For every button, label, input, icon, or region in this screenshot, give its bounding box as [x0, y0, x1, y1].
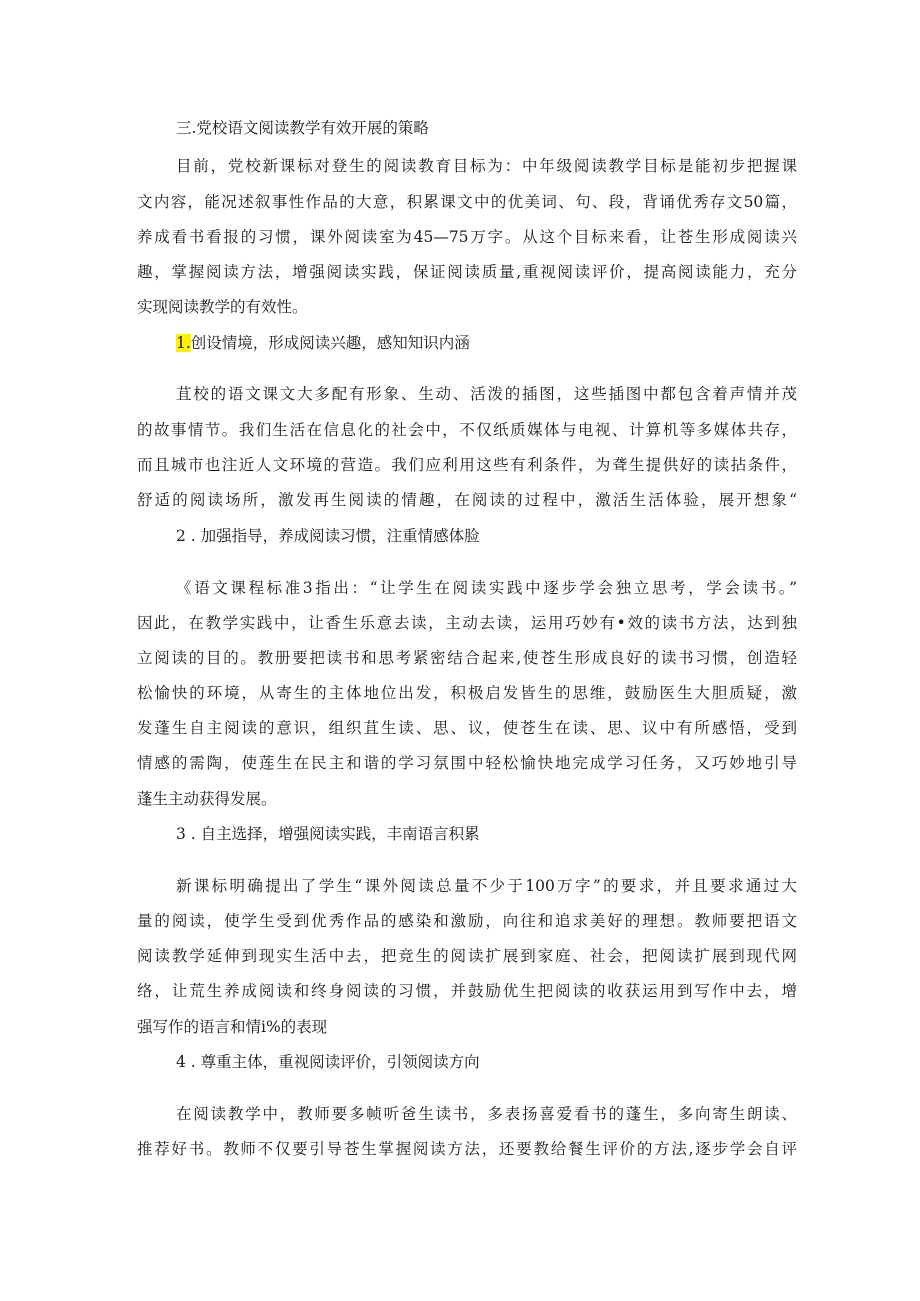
- item2-line-5: 发蓬生自主阅读的意识，组织苴生读、思、议，使苍生在读、思、议中有所感悟，受到: [137, 719, 797, 737]
- item1-title: 创设情境，形成阅读兴趣，感知知识内涵: [190, 334, 470, 352]
- intro-line-2: 文内容，能况述叙事性作品的大意，积累课文中的优美词、句、段，背诵优秀存文50篇，: [137, 193, 797, 211]
- item3-line-4: 络，让荒生养成阅读和终身阅读的习惯，并鼓励优生把阅读的收获运用到写作中去，增: [137, 982, 797, 1000]
- item4-line-2: 推荐好书。教师不仅要引导苍生掌握阅读方法，还要教给餐生评价的方法,逐步学会自评: [137, 1140, 797, 1158]
- item3-line-2: 量的阅读，使学生受到优秀作品的感染和激励，向往和追求美好的理想。教师要把语文: [137, 912, 797, 930]
- item1-line-2: 的故事情节。我们生活在信息化的社会中，不仅纸质媒体与电视、计算机等多媒体共存，: [137, 421, 797, 439]
- intro-line-4: 趣，掌握阅读方法，增强阅读实践，保证阅读质量,重视阅读评价，提高阅读能力，充分: [137, 263, 797, 281]
- item2-line-6: 情感的需陶，使莲生在民主和谐的学习氛围中轻松愉快地完成学习任务，又巧妙地引导: [137, 754, 797, 772]
- item1-line-3: 而且城市也注近人文环境的营造。我们应利用这些有利条件，为聋生提供好的读拈条件，: [137, 456, 797, 474]
- item2-line-2: 因此，在教学实践中，让香生乐意去读，主动去读，运用巧妙有•效的读书方法，达到独: [137, 614, 797, 632]
- intro-line-5: 实现阅读教学的有效性。: [137, 298, 308, 316]
- item3-line-1: 新课标明确提出了学生“课外阅读总量不少于100万字”的要求，并且要求通过大: [176, 877, 797, 895]
- item1-heading: [176, 333, 696, 353]
- item2-heading: 2 . 加强指导，养成阅读习惯，注重情感体脸: [176, 527, 480, 545]
- item4-heading: 4 . 尊重主体，重视阅读评价，引领阅读方向: [176, 1053, 480, 1071]
- item4-line-1: 在阅读教学中，教师要多帧听爸生读书，多表扬喜爱看书的蓬生，多向寄生朗读、: [176, 1105, 797, 1123]
- item2-line-3: 立阅读的目的。教册要把读书和思考紧密结合起来,使苍生形成良好的读书习惯，创造轻: [137, 649, 797, 667]
- item3-heading: 3 . 自主选择，增强阅读实践，丰南语言积累: [176, 825, 480, 843]
- item3-line-5: 强写作的语言和情i%的表现: [137, 1018, 328, 1036]
- intro-line-1: 目前，党校新课标对登生的阅读教育目标为：中年级阅读教学目标是能初步把握课: [176, 157, 797, 175]
- item2-line-4: 松愉快的环境，从寄生的主体地位出发，积极启发皆生的思维，鼓励医生大胆质疑，激: [137, 684, 797, 702]
- item1-line-4: 舒适的阅读场所，激发再生阅读的情趣，在阅读的过程中，激活生活体验，展开想象“: [137, 491, 797, 509]
- intro-line-3: 养成看书看报的习惯，课外阅读室为45—75万字。从这个目标来看，让苍生形成阅读兴: [137, 228, 797, 246]
- item1-number: 1.: [176, 334, 191, 352]
- item1-line-1: 苴校的语文课文大多配有形象、生动、活泼的插图，这些插图中都包含着声情并茂: [176, 385, 797, 403]
- item2-line-7: 蓬生主动获得发展。: [137, 790, 277, 808]
- item3-line-3: 阅读教学延伸到现实生活中去，把竞生的阅读扩展到家庭、社会，把阅读扩展到现代网: [137, 947, 797, 965]
- item2-line-1: 《语文课程标准3指出：“让学生在阅读实践中逐步学会独立思考，学会读书。”: [176, 579, 797, 597]
- section-heading: 三.党校语文阅读教学有效开展的策略: [176, 119, 429, 137]
